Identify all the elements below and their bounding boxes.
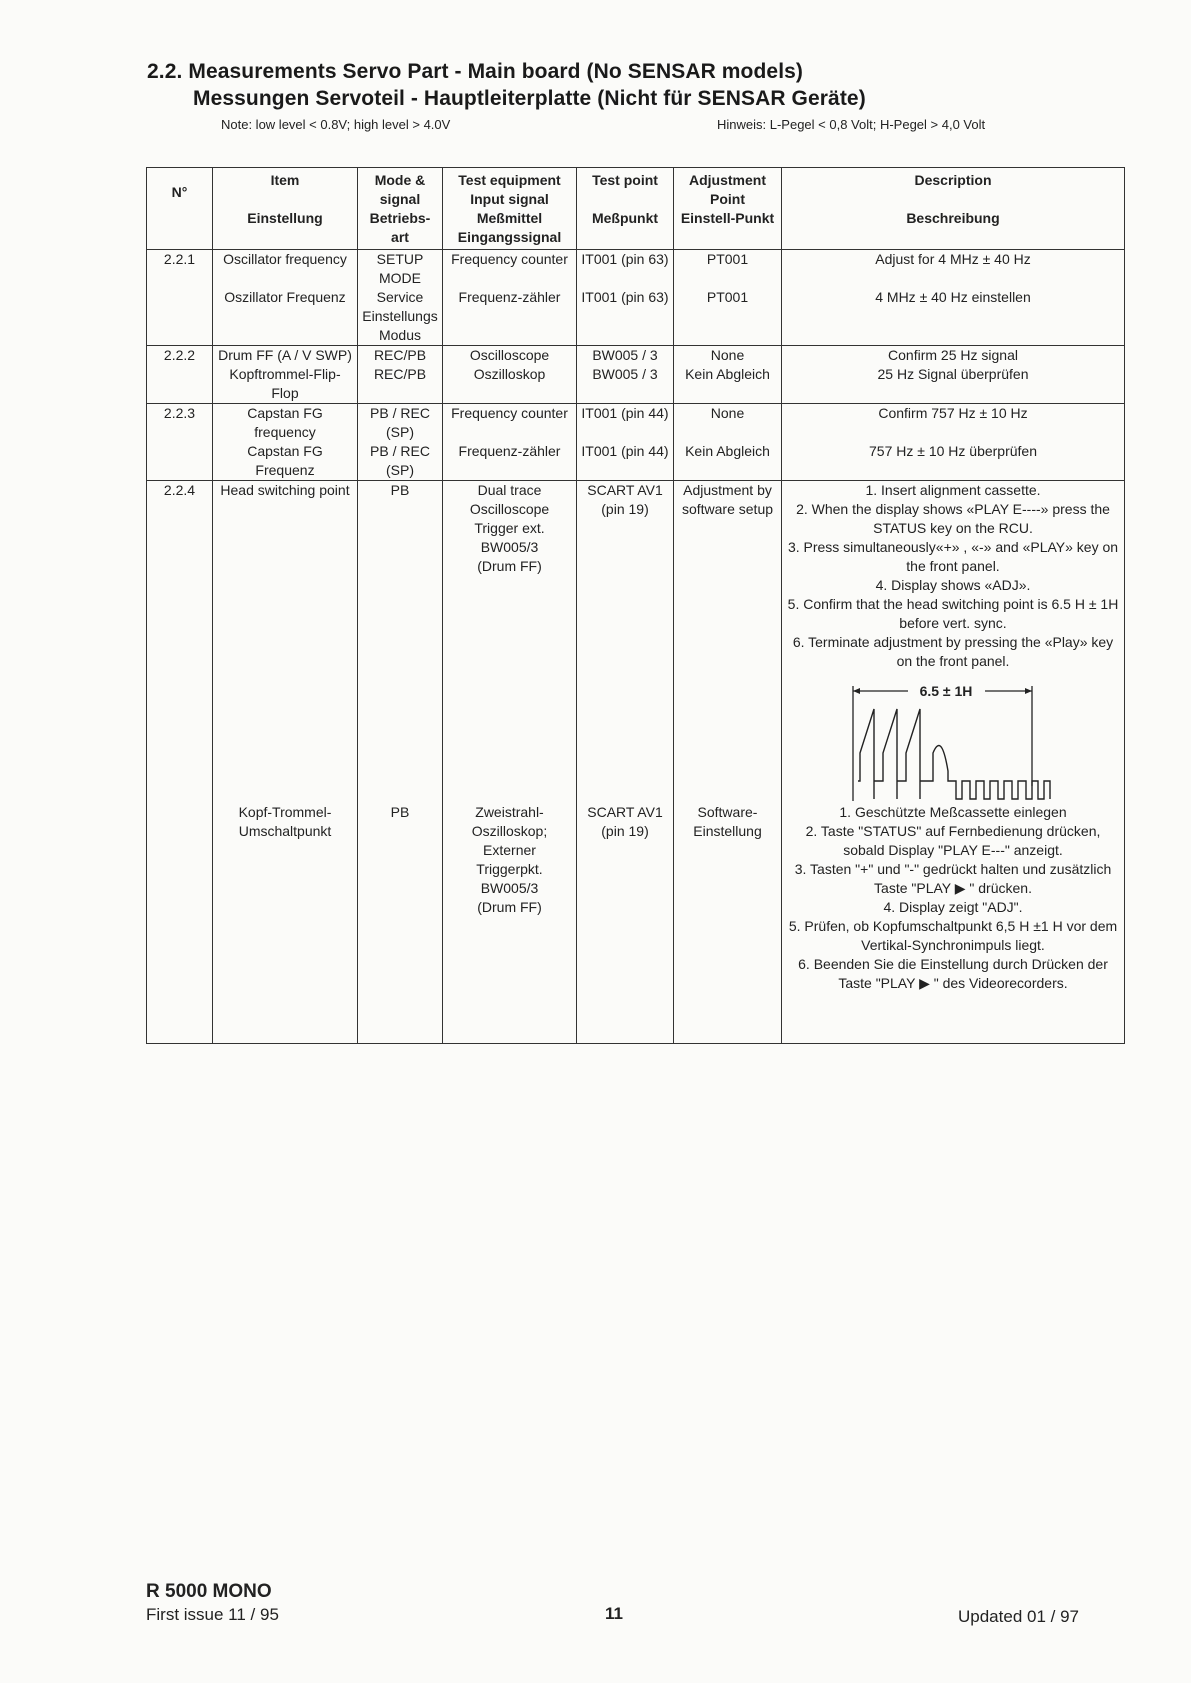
adjustment-cell: None — [674, 404, 782, 443]
table-row — [147, 404, 1125, 443]
table-row — [147, 250, 1125, 289]
note-en: Note: low level < 0.8V; high level > 4.0V — [221, 117, 451, 132]
adjustment-cell: None — [674, 346, 782, 366]
equipment-cell: Oscilloscope — [443, 346, 577, 366]
header-no: N° — [147, 168, 213, 250]
table-row — [147, 288, 1125, 346]
table-row — [147, 481, 1125, 804]
mode-cell: PB — [358, 481, 443, 804]
mode-cell: PB — [358, 803, 443, 1044]
row-number: 2.2.4 — [147, 481, 213, 804]
item-cell: Kopf-Trommel-Umschaltpunkt — [213, 803, 358, 1044]
footer-issue: First issue 11 / 95 — [146, 1605, 279, 1624]
item-cell: Kopftrommel-Flip-Flop — [213, 365, 358, 404]
footer-updated: Updated 01 / 97 — [958, 1607, 1079, 1626]
test-point-cell: BW005 / 3 — [577, 346, 674, 366]
item-cell: Oscillator frequency — [213, 250, 358, 289]
equipment-cell: Frequency counter — [443, 404, 577, 443]
title-de: Messungen Servoteil - Hauptleiterplatte (Nicht für SENSAR Geräte) — [193, 87, 866, 110]
item-cell: Capstan FG Frequenz — [213, 442, 358, 481]
test-point-cell: SCART AV1 (pin 19) — [577, 481, 674, 804]
header-equipment: Test equipment Input signal Meßmittel Eingangssignal — [443, 168, 577, 250]
equipment-cell: Frequency counter — [443, 250, 577, 289]
item-cell: Head switching point — [213, 481, 358, 804]
table-row — [147, 442, 1125, 481]
item-cell: Capstan FG frequency — [213, 404, 358, 443]
adjustment-cell: Adjustment by software setup — [674, 481, 782, 804]
page-number: 11 — [605, 1604, 623, 1623]
mode-cell: PB / REC (SP) — [358, 442, 443, 481]
adjustment-cell: Software-Einstellung — [674, 803, 782, 1044]
row-number: 2.2.2 — [147, 346, 213, 366]
equipment-cell: Frequenz-zähler — [443, 442, 577, 481]
item-cell: Drum FF (A / V SWP) — [213, 346, 358, 366]
row-number: 2.2.3 — [147, 404, 213, 443]
mode-cell: REC/PB — [358, 346, 443, 366]
description-cell: Adjust for 4 MHz ± 40 Hz — [782, 250, 1125, 289]
equipment-cell: Frequenz-zähler — [443, 288, 577, 346]
equipment-cell: Zweistrahl- Oszilloskop; Externer Triggerpkt. BW005/3 (Drum FF) — [443, 803, 577, 1044]
description-cell: 25 Hz Signal überprüfen — [782, 365, 1125, 404]
waveform-diagram — [786, 681, 1120, 803]
test-point-cell: SCART AV1 (pin 19) — [577, 803, 674, 1044]
header-test-point: Test point Meßpunkt — [577, 168, 674, 250]
table-row — [147, 346, 1125, 366]
table-row — [147, 803, 1125, 1044]
description-cell: 757 Hz ± 10 Hz überprüfen — [782, 442, 1125, 481]
measurement-table — [146, 167, 1125, 1044]
svg-text:6.5 ± 1H: 6.5 ± 1H — [919, 683, 973, 699]
mode-cell: PB / REC (SP) — [358, 404, 443, 443]
footer-model: R 5000 MONO — [146, 1581, 272, 1602]
test-point-cell: BW005 / 3 — [577, 365, 674, 404]
equipment-cell: Dual trace Oscilloscope Trigger ext. BW005/3 (Drum FF) — [443, 481, 577, 804]
description-cell: 4 MHz ± 40 Hz einstellen — [782, 288, 1125, 346]
header-description: Description Beschreibung — [782, 168, 1125, 250]
steps-de: 1. Geschützte Meßcassette einlegen 2. Taste "STATUS" auf Fernbedienung drücken, sobald Display "PLAY E---" anzeigt. 3. Tasten "+" und "-" gedrückt halten und zusätzlich Taste "PLAY ▶ " drücken. 4. Display zeigt "ADJ". 5. Prüfen, ob Kopfumschaltpunkt 6,5 H ±1 H vor dem Vertikal-Synchronimpuls liegt. 6. Beenden Sie die Einstellung durch Drücken der Taste "PLAY ▶ " des Videorecorders. — [788, 804, 1118, 991]
description-cell: Confirm 25 Hz signal — [782, 346, 1125, 366]
adjustment-cell: PT001 — [674, 288, 782, 346]
adjustment-cell: PT001 — [674, 250, 782, 289]
header-adjustment: Adjustment Point Einstell-Punkt — [674, 168, 782, 250]
description-cell — [782, 481, 1125, 804]
test-point-cell: IT001 (pin 63) — [577, 250, 674, 289]
table-row — [147, 365, 1125, 404]
equipment-cell: Oszilloskop — [443, 365, 577, 404]
title-en: 2.2. Measurements Servo Part - Main board (No SENSAR models) — [147, 60, 803, 83]
item-cell: Oszillator Frequenz — [213, 288, 358, 346]
note-de: Hinweis: L-Pegel < 0,8 Volt; H-Pegel > 4,0 Volt — [717, 117, 986, 132]
adjustment-cell: Kein Abgleich — [674, 365, 782, 404]
header-item: Item Einstellung — [213, 168, 358, 250]
test-point-cell: IT001 (pin 44) — [577, 404, 674, 443]
header-mode: Mode & signal Betriebs-art — [358, 168, 443, 250]
test-point-cell: IT001 (pin 63) — [577, 288, 674, 346]
adjustment-cell: Kein Abgleich — [674, 442, 782, 481]
row-number: 2.2.1 — [147, 250, 213, 289]
description-cell: Confirm 757 Hz ± 10 Hz — [782, 404, 1125, 443]
test-point-cell: IT001 (pin 44) — [577, 442, 674, 481]
mode-cell: SETUP MODE — [358, 250, 443, 289]
description-cell — [782, 803, 1125, 1044]
steps-en: 1. Insert alignment cassette. 2. When the display shows «PLAY E----» press the STATUS key on the RCU. 3. Press simultaneously«+» , «-» and «PLAY» key on the front panel. 4. Display shows «ADJ». 5. Confirm that the head switching point is 6.5 H ± 1H before vert. sync. 6. Terminate adjustment by pressing the «Play» key on the front panel. — [787, 482, 1119, 669]
header-row — [147, 168, 1125, 250]
mode-cell: REC/PB — [358, 365, 443, 404]
mode-cell: Service Einstellungs Modus — [358, 288, 443, 346]
